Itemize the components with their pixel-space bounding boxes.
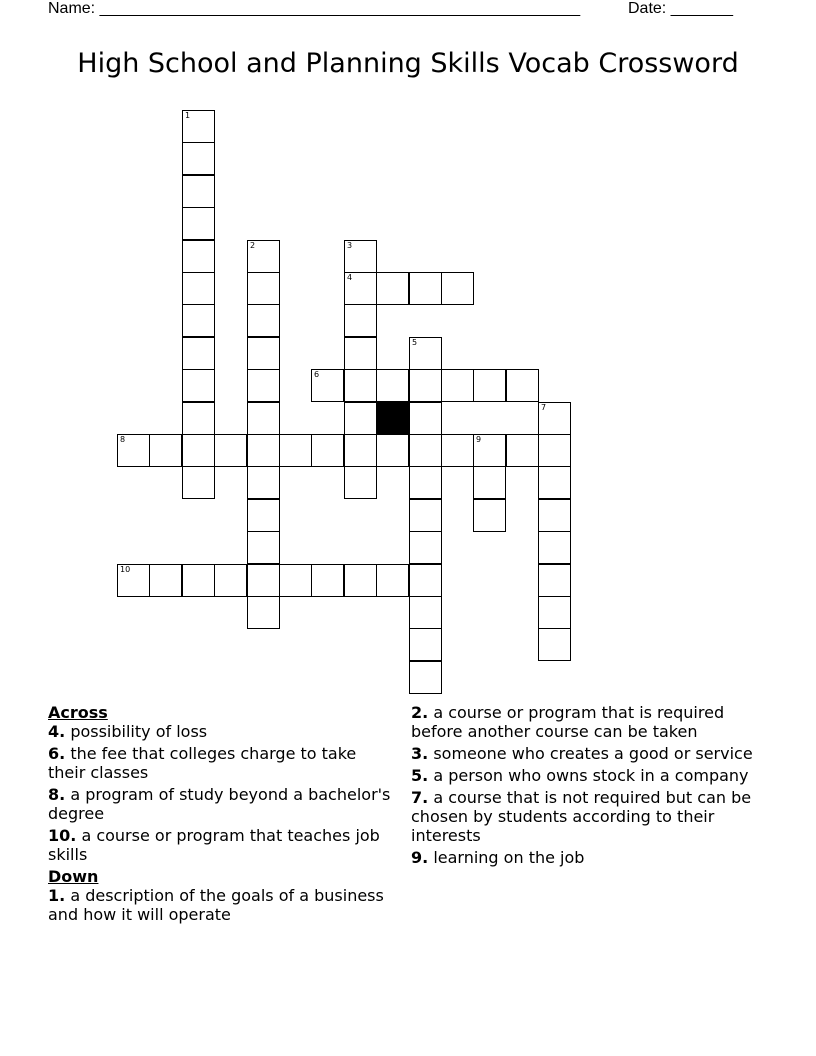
grid-cell[interactable] [409, 434, 442, 467]
down-clue [48, 886, 393, 924]
grid-cell[interactable] [311, 369, 344, 402]
clue-text: a description of the goals of a business and how it will operate [48, 886, 384, 924]
grid-cell[interactable] [376, 564, 409, 597]
down-heading: Down [48, 867, 99, 886]
grid-cell[interactable] [247, 240, 280, 273]
grid-cell[interactable] [182, 304, 215, 337]
grid-cell[interactable] [538, 531, 571, 564]
down-clue [411, 788, 771, 845]
grid-cell[interactable] [409, 337, 442, 370]
cell-number: 10 [120, 565, 131, 574]
clue-number: 6. [48, 744, 66, 763]
clue-number: 1. [48, 886, 66, 905]
down-clue [411, 703, 771, 741]
grid-cell[interactable] [247, 466, 280, 499]
grid-cell[interactable] [409, 499, 442, 532]
grid-cell[interactable] [182, 564, 215, 597]
grid-cell[interactable] [214, 564, 247, 597]
clue-text: a course that is not required but can be chosen by students according to their interests [411, 788, 752, 845]
cell-number: 3 [347, 241, 353, 250]
grid-cell[interactable] [538, 466, 571, 499]
grid-cell[interactable] [409, 272, 442, 305]
grid-cell[interactable] [409, 628, 442, 661]
cell-number: 2 [250, 241, 256, 250]
grid-cell[interactable] [409, 369, 442, 402]
clue-text: someone who creates a good or service [433, 744, 753, 763]
across-clue [48, 826, 393, 864]
clue-text: possibility of loss [70, 722, 208, 741]
grid-cell[interactable] [473, 369, 506, 402]
grid-cell[interactable] [214, 434, 247, 467]
across-clue [48, 722, 393, 741]
grid-cell[interactable] [344, 402, 377, 435]
clue-text: the fee that colleges charge to take their classes [48, 744, 357, 782]
grid-cell[interactable] [247, 564, 280, 597]
grid-cell[interactable] [182, 466, 215, 499]
grid-cell[interactable] [149, 434, 182, 467]
cell-number: 8 [120, 435, 126, 444]
grid-cell[interactable] [344, 369, 377, 402]
date-field: Date: _______ [628, 0, 733, 17]
grid-cell[interactable] [344, 337, 377, 370]
grid-cell[interactable] [247, 531, 280, 564]
clue-number: 3. [411, 744, 429, 763]
grid-cell[interactable] [376, 369, 409, 402]
grid-cell[interactable] [538, 628, 571, 661]
grid-cell[interactable] [279, 434, 312, 467]
grid-cell[interactable] [506, 434, 539, 467]
grid-cell[interactable] [182, 110, 215, 143]
grid-cell[interactable] [344, 272, 377, 305]
grid-cell[interactable] [182, 337, 215, 370]
grid-cell[interactable] [247, 596, 280, 629]
grid-cell[interactable] [409, 596, 442, 629]
grid-cell[interactable] [247, 369, 280, 402]
clue-text: a person who owns stock in a company [433, 766, 749, 785]
across-clue [48, 744, 393, 782]
grid-cell[interactable] [182, 207, 215, 240]
grid-cell[interactable] [409, 661, 442, 694]
grid-cell[interactable] [149, 564, 182, 597]
down-clue [411, 766, 771, 785]
grid-cell[interactable] [344, 434, 377, 467]
clue-number: 5. [411, 766, 429, 785]
clues-column-left [48, 703, 393, 927]
grid-cell[interactable] [182, 434, 215, 467]
grid-cell[interactable] [311, 564, 344, 597]
name-field: Name: ______________________________________________________ [48, 0, 581, 17]
grid-cell[interactable] [409, 531, 442, 564]
down-clue [411, 744, 771, 763]
grid-cell[interactable] [117, 434, 150, 467]
grid-cell[interactable] [376, 272, 409, 305]
grid-cell[interactable] [409, 402, 442, 435]
clue-text: a course or program that teaches job skills [48, 826, 380, 864]
grid-cell[interactable] [344, 466, 377, 499]
grid-cell[interactable] [506, 369, 539, 402]
clue-number: 2. [411, 703, 429, 722]
grid-cell[interactable] [182, 369, 215, 402]
grid-cell[interactable] [247, 304, 280, 337]
clue-number: 9. [411, 848, 429, 867]
grid-cell[interactable] [182, 402, 215, 435]
grid-cell[interactable] [247, 434, 280, 467]
cell-number: 4 [347, 273, 353, 282]
cell-number: 6 [314, 370, 320, 379]
page-title: High School and Planning Skills Vocab Crossword [77, 48, 739, 79]
grid-cell[interactable] [441, 369, 474, 402]
grid-cell[interactable] [344, 240, 377, 273]
grid-cell[interactable] [538, 564, 571, 597]
clues-column-right [411, 703, 771, 870]
clue-number: 7. [411, 788, 429, 807]
cell-number: 7 [541, 403, 547, 412]
grid-cell[interactable] [182, 240, 215, 273]
grid-cell[interactable] [473, 466, 506, 499]
grid-cell[interactable] [247, 402, 280, 435]
grid-cell[interactable] [538, 402, 571, 435]
grid-cell[interactable] [182, 272, 215, 305]
clue-text: a course or program that is required before another course can be taken [411, 703, 725, 741]
grid-cell[interactable] [441, 272, 474, 305]
clue-number: 10. [48, 826, 77, 845]
grid-cell[interactable] [247, 337, 280, 370]
grid-cell[interactable] [538, 434, 571, 467]
grid-cell[interactable] [279, 564, 312, 597]
grid-cell[interactable] [538, 596, 571, 629]
across-clue [48, 785, 393, 823]
grid-cell[interactable] [117, 564, 150, 597]
grid-cell[interactable] [441, 434, 474, 467]
clue-text: learning on the job [433, 848, 585, 867]
blocked-cell [376, 402, 409, 435]
grid-cell[interactable] [182, 175, 215, 208]
down-clue [411, 848, 771, 867]
clue-number: 8. [48, 785, 66, 804]
grid-cell[interactable] [182, 142, 215, 175]
grid-cell[interactable] [311, 434, 344, 467]
clue-text: a program of study beyond a bachelor's degree [48, 785, 391, 823]
grid-cell[interactable] [473, 499, 506, 532]
grid-cell[interactable] [344, 564, 377, 597]
grid-cell[interactable] [376, 434, 409, 467]
cell-number: 1 [185, 111, 191, 120]
across-heading: Across [48, 703, 108, 722]
cell-number: 9 [476, 435, 482, 444]
grid-cell[interactable] [409, 466, 442, 499]
clue-number: 4. [48, 722, 66, 741]
grid-cell[interactable] [538, 499, 571, 532]
cell-number: 5 [412, 338, 418, 347]
grid-cell[interactable] [247, 272, 280, 305]
grid-cell[interactable] [247, 499, 280, 532]
grid-cell[interactable] [409, 564, 442, 597]
grid-cell[interactable] [344, 304, 377, 337]
grid-cell[interactable] [473, 434, 506, 467]
